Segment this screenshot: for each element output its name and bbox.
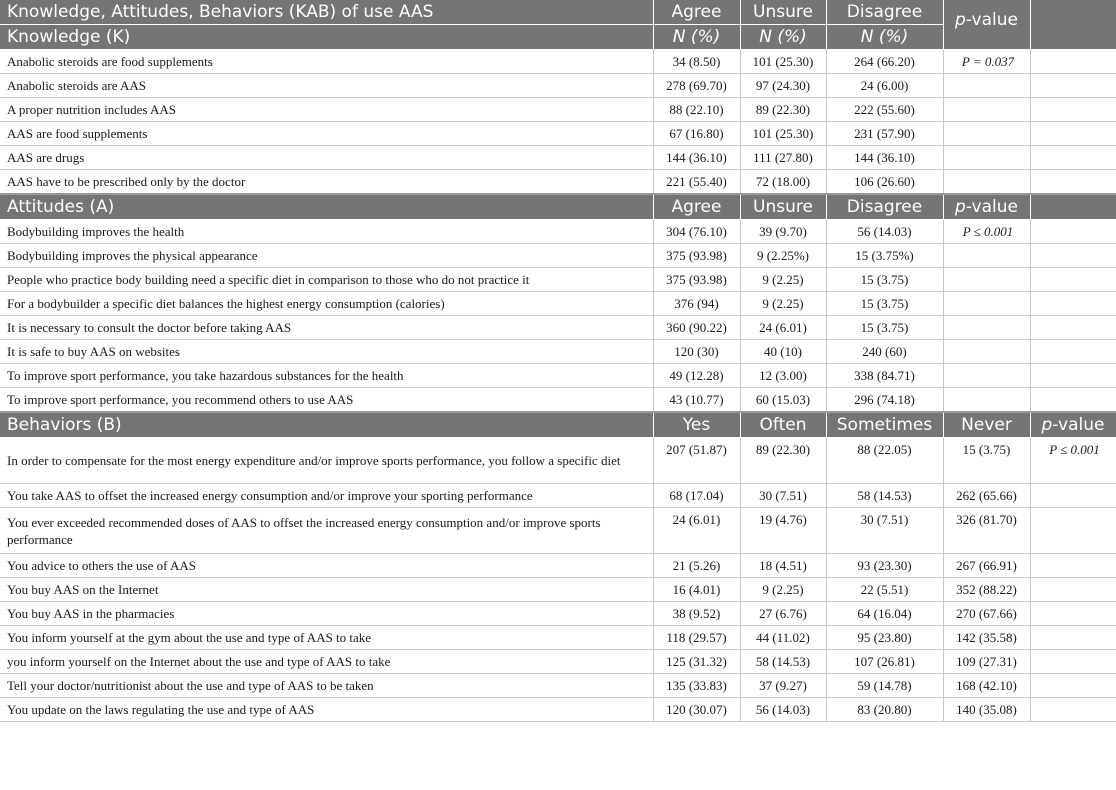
cell-unsure: 9 (2.25) <box>740 268 826 292</box>
col-header-sometimes: Sometimes <box>826 412 943 438</box>
col-header-disagree: Disagree <box>826 0 943 25</box>
col-subheader-n-agree: N (%) <box>653 25 740 50</box>
cell-often: 27 (6.76) <box>740 602 826 626</box>
cell-never: 168 (42.10) <box>943 674 1030 698</box>
row-label: You update on the laws regulating the use and type of AAS <box>0 698 653 722</box>
empty-cell <box>1030 602 1116 626</box>
behaviors-header-row <box>0 412 1116 438</box>
col-subheader-n-unsure: N (%) <box>740 25 826 50</box>
cell-never: 109 (27.31) <box>943 650 1030 674</box>
knowledge-pvalue: P = 0.037 <box>943 50 1030 74</box>
cell-never: 15 (3.75) <box>943 438 1030 484</box>
table-row <box>0 220 1116 244</box>
col-header-pvalue <box>943 0 1030 50</box>
cell-often: 19 (4.76) <box>740 508 826 554</box>
cell-agree: 67 (16.80) <box>653 122 740 146</box>
empty-cell <box>1030 50 1116 74</box>
cell-disagree: 264 (66.20) <box>826 50 943 74</box>
row-label: In order to compensate for the most energy expenditure and/or improve sports performance, you follow a specific diet <box>0 438 653 484</box>
cell-agree: 375 (93.98) <box>653 268 740 292</box>
cell-sometimes: 88 (22.05) <box>826 438 943 484</box>
row-label: To improve sport performance, you take hazardous substances for the health <box>0 364 653 388</box>
row-label: It is necessary to consult the doctor before taking AAS <box>0 316 653 340</box>
col-subheader-n-disagree: N (%) <box>826 25 943 50</box>
empty-cell <box>943 292 1030 316</box>
cell-unsure: 89 (22.30) <box>740 98 826 122</box>
cell-disagree: 144 (36.10) <box>826 146 943 170</box>
cell-often: 58 (14.53) <box>740 650 826 674</box>
cell-agree: 304 (76.10) <box>653 220 740 244</box>
cell-unsure: 39 (9.70) <box>740 220 826 244</box>
empty-cell <box>1030 626 1116 650</box>
table-row <box>0 170 1116 195</box>
row-label: You inform yourself at the gym about the use and type of AAS to take <box>0 626 653 650</box>
row-label: Anabolic steroids are AAS <box>0 74 653 98</box>
pvalue-p: p <box>1041 414 1053 435</box>
cell-yes: 21 (5.26) <box>653 554 740 578</box>
cell-unsure: 9 (2.25) <box>740 292 826 316</box>
empty-cell <box>943 244 1030 268</box>
empty-cell <box>1030 698 1116 722</box>
empty-cell <box>943 388 1030 413</box>
cell-disagree: 296 (74.18) <box>826 388 943 413</box>
cell-agree: 376 (94) <box>653 292 740 316</box>
cell-sometimes: 64 (16.04) <box>826 602 943 626</box>
cell-unsure: 9 (2.25%) <box>740 244 826 268</box>
cell-often: 37 (9.27) <box>740 674 826 698</box>
cell-agree: 375 (93.98) <box>653 244 740 268</box>
cell-disagree: 24 (6.00) <box>826 74 943 98</box>
cell-never: 140 (35.08) <box>943 698 1030 722</box>
attitudes-pvalue: P ≤ 0.001 <box>943 220 1030 244</box>
cell-unsure: 101 (25.30) <box>740 122 826 146</box>
empty-cell <box>1030 578 1116 602</box>
empty-cell <box>1030 554 1116 578</box>
empty-cell <box>943 268 1030 292</box>
cell-never: 267 (66.91) <box>943 554 1030 578</box>
empty-cell <box>943 340 1030 364</box>
cell-agree: 120 (30) <box>653 340 740 364</box>
col-header-agree: Agree <box>653 0 740 25</box>
cell-sometimes: 93 (23.30) <box>826 554 943 578</box>
cell-never: 270 (67.66) <box>943 602 1030 626</box>
table-row <box>0 388 1116 413</box>
cell-yes: 38 (9.52) <box>653 602 740 626</box>
cell-often: 30 (7.51) <box>740 484 826 508</box>
empty-cell <box>943 74 1030 98</box>
row-label: Bodybuilding improves the health <box>0 220 653 244</box>
table-row <box>0 626 1116 650</box>
row-label: You take AAS to offset the increased energy consumption and/or improve your sporting performance <box>0 484 653 508</box>
table-row <box>0 508 1116 554</box>
cell-yes: 125 (31.32) <box>653 650 740 674</box>
empty-cell <box>943 170 1030 195</box>
table-row <box>0 484 1116 508</box>
cell-unsure: 40 (10) <box>740 340 826 364</box>
cell-disagree: 15 (3.75%) <box>826 244 943 268</box>
col-header-pvalue <box>1030 412 1116 438</box>
cell-unsure: 101 (25.30) <box>740 50 826 74</box>
empty-cell <box>1030 98 1116 122</box>
cell-yes: 68 (17.04) <box>653 484 740 508</box>
row-label: For a bodybuilder a specific diet balances the highest energy consumption (calories) <box>0 292 653 316</box>
cell-sometimes: 30 (7.51) <box>826 508 943 554</box>
row-label: Anabolic steroids are food supplements <box>0 50 653 74</box>
cell-sometimes: 95 (23.80) <box>826 626 943 650</box>
col-header-empty <box>1030 0 1116 50</box>
cell-sometimes: 83 (20.80) <box>826 698 943 722</box>
cell-disagree: 106 (26.60) <box>826 170 943 195</box>
cell-unsure: 72 (18.00) <box>740 170 826 195</box>
col-header-unsure: Unsure <box>740 0 826 25</box>
pvalue-rest: -value <box>965 10 1018 30</box>
row-label: Tell your doctor/nutritionist about the use and type of AAS to be taken <box>0 674 653 698</box>
row-label: AAS have to be prescribed only by the doctor <box>0 170 653 195</box>
table-row <box>0 674 1116 698</box>
row-label: AAS are drugs <box>0 146 653 170</box>
cell-sometimes: 58 (14.53) <box>826 484 943 508</box>
row-label: Bodybuilding improves the physical appearance <box>0 244 653 268</box>
row-label: You buy AAS in the pharmacies <box>0 602 653 626</box>
row-label: AAS are food supplements <box>0 122 653 146</box>
col-header-empty <box>1030 194 1116 220</box>
table-title: Knowledge, Attitudes, Behaviors (KAB) of use AAS <box>0 0 653 25</box>
cell-yes: 24 (6.01) <box>653 508 740 554</box>
cell-disagree: 240 (60) <box>826 340 943 364</box>
cell-never: 262 (65.66) <box>943 484 1030 508</box>
table-row <box>0 554 1116 578</box>
cell-disagree: 222 (55.60) <box>826 98 943 122</box>
table-row <box>0 146 1116 170</box>
table-row <box>0 438 1116 484</box>
cell-sometimes: 22 (5.51) <box>826 578 943 602</box>
cell-sometimes: 59 (14.78) <box>826 674 943 698</box>
cell-unsure: 24 (6.01) <box>740 316 826 340</box>
cell-often: 9 (2.25) <box>740 578 826 602</box>
table-row <box>0 340 1116 364</box>
cell-yes: 16 (4.01) <box>653 578 740 602</box>
cell-agree: 144 (36.10) <box>653 146 740 170</box>
cell-never: 142 (35.58) <box>943 626 1030 650</box>
table-row <box>0 122 1116 146</box>
pvalue-p: p <box>955 10 966 30</box>
table-row <box>0 578 1116 602</box>
pvalue-rest: -value <box>965 196 1018 217</box>
pvalue-rest: -value <box>1052 414 1105 435</box>
col-header-never: Never <box>943 412 1030 438</box>
table-row <box>0 698 1116 722</box>
cell-agree: 88 (22.10) <box>653 98 740 122</box>
row-label: It is safe to buy AAS on websites <box>0 340 653 364</box>
cell-agree: 278 (69.70) <box>653 74 740 98</box>
table-row <box>0 50 1116 74</box>
cell-disagree: 231 (57.90) <box>826 122 943 146</box>
cell-agree: 360 (90.22) <box>653 316 740 340</box>
cell-often: 44 (11.02) <box>740 626 826 650</box>
row-label: To improve sport performance, you recommend others to use AAS <box>0 388 653 413</box>
empty-cell <box>1030 316 1116 340</box>
cell-unsure: 60 (15.03) <box>740 388 826 413</box>
row-label: A proper nutrition includes AAS <box>0 98 653 122</box>
cell-often: 18 (4.51) <box>740 554 826 578</box>
empty-cell <box>943 146 1030 170</box>
cell-disagree: 56 (14.03) <box>826 220 943 244</box>
table-row <box>0 292 1116 316</box>
cell-agree: 49 (12.28) <box>653 364 740 388</box>
col-header-pvalue <box>943 194 1030 220</box>
cell-yes: 207 (51.87) <box>653 438 740 484</box>
section-title-behaviors: Behaviors (B) <box>0 412 653 438</box>
empty-cell <box>1030 74 1116 98</box>
empty-cell <box>943 122 1030 146</box>
table-row <box>0 316 1116 340</box>
row-label: You advice to others the use of AAS <box>0 554 653 578</box>
empty-cell <box>943 364 1030 388</box>
table-row <box>0 268 1116 292</box>
row-label: You buy AAS on the Internet <box>0 578 653 602</box>
empty-cell <box>1030 674 1116 698</box>
empty-cell <box>1030 220 1116 244</box>
cell-often: 89 (22.30) <box>740 438 826 484</box>
cell-yes: 118 (29.57) <box>653 626 740 650</box>
empty-cell <box>1030 146 1116 170</box>
empty-cell <box>1030 484 1116 508</box>
empty-cell <box>1030 292 1116 316</box>
table-row <box>0 364 1116 388</box>
empty-cell <box>1030 122 1116 146</box>
cell-disagree: 15 (3.75) <box>826 292 943 316</box>
cell-agree: 34 (8.50) <box>653 50 740 74</box>
table-header-row <box>0 0 1116 25</box>
table-row <box>0 650 1116 674</box>
empty-cell <box>1030 364 1116 388</box>
cell-unsure: 12 (3.00) <box>740 364 826 388</box>
col-header-disagree: Disagree <box>826 194 943 220</box>
cell-agree: 43 (10.77) <box>653 388 740 413</box>
behaviors-pvalue: P ≤ 0.001 <box>1030 438 1116 484</box>
empty-cell <box>1030 388 1116 413</box>
table-row <box>0 602 1116 626</box>
cell-disagree: 15 (3.75) <box>826 316 943 340</box>
cell-agree: 221 (55.40) <box>653 170 740 195</box>
empty-cell <box>1030 340 1116 364</box>
row-label: You ever exceeded recommended doses of AAS to offset the increased energy consumption and/or improve sports performance <box>0 508 653 554</box>
col-header-yes: Yes <box>653 412 740 438</box>
table-row <box>0 244 1116 268</box>
col-header-agree: Agree <box>653 194 740 220</box>
attitudes-header-row <box>0 194 1116 220</box>
empty-cell <box>943 316 1030 340</box>
empty-cell <box>1030 268 1116 292</box>
empty-cell <box>1030 650 1116 674</box>
cell-disagree: 15 (3.75) <box>826 268 943 292</box>
cell-often: 56 (14.03) <box>740 698 826 722</box>
empty-cell <box>1030 244 1116 268</box>
cell-unsure: 111 (27.80) <box>740 146 826 170</box>
section-title-knowledge: Knowledge (K) <box>0 25 653 50</box>
row-label: you inform yourself on the Internet about the use and type of AAS to take <box>0 650 653 674</box>
empty-cell <box>1030 170 1116 195</box>
section-title-attitudes: Attitudes (A) <box>0 194 653 220</box>
cell-disagree: 338 (84.71) <box>826 364 943 388</box>
empty-cell <box>1030 508 1116 554</box>
table-row <box>0 98 1116 122</box>
cell-yes: 120 (30.07) <box>653 698 740 722</box>
col-header-often: Often <box>740 412 826 438</box>
cell-yes: 135 (33.83) <box>653 674 740 698</box>
pvalue-p: p <box>955 196 966 217</box>
row-label: People who practice body building need a specific diet in comparison to those who do not practice it <box>0 268 653 292</box>
table-row <box>0 74 1116 98</box>
empty-cell <box>943 98 1030 122</box>
col-header-unsure: Unsure <box>740 194 826 220</box>
cell-never: 326 (81.70) <box>943 508 1030 554</box>
cell-never: 352 (88.22) <box>943 578 1030 602</box>
cell-unsure: 97 (24.30) <box>740 74 826 98</box>
cell-sometimes: 107 (26.81) <box>826 650 943 674</box>
